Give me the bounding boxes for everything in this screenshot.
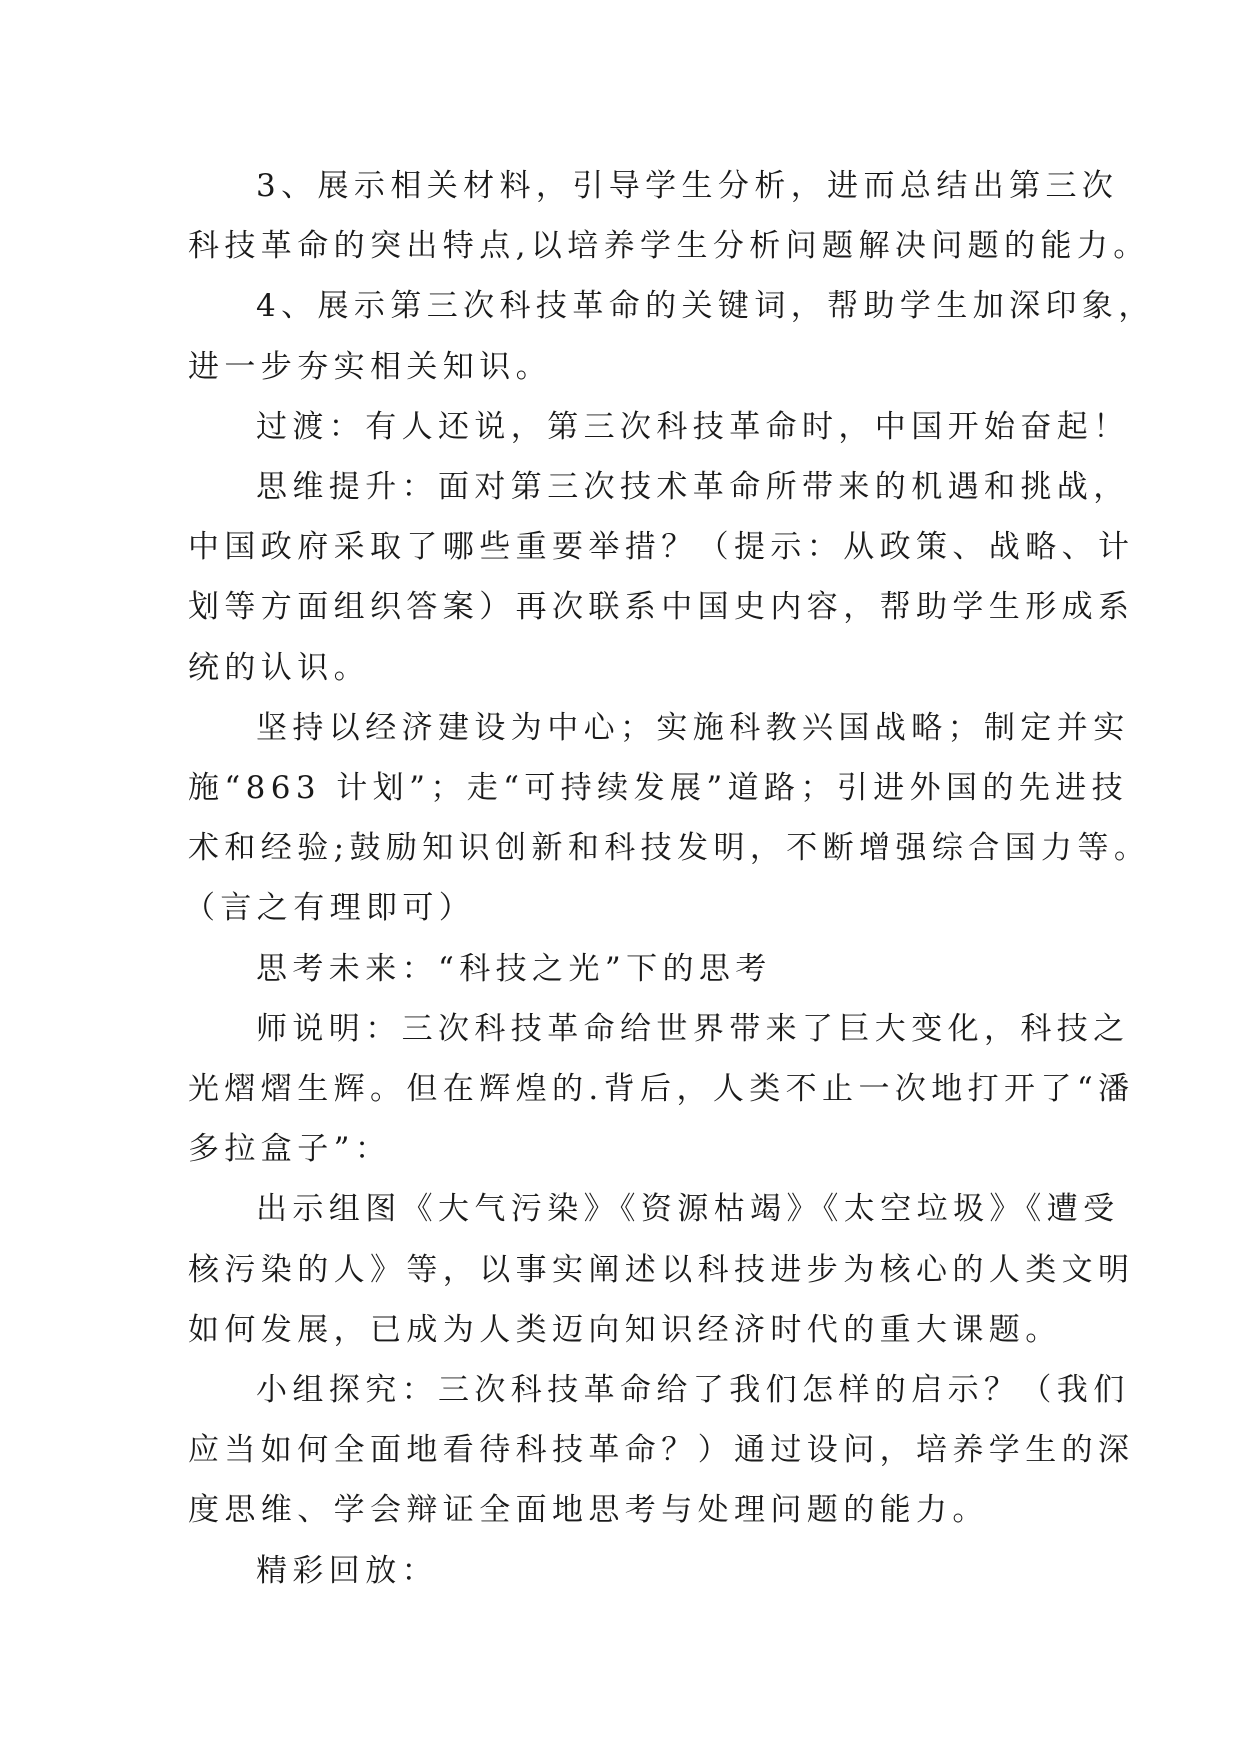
paragraph-line: 多拉盒子”：: [188, 1131, 392, 1167]
paragraph-line: 统的认识。: [188, 650, 370, 686]
paragraph-line: 划等方面组织答案）再次联系中国史内容，帮助学生形成系: [188, 589, 1135, 625]
paragraph-line: 施“863 计划”；走“可持续发展”道路；引进外国的先进技: [188, 770, 1129, 806]
paragraph-line: 小组探究：三次科技革命给了我们怎样的启示？（我们: [256, 1372, 1130, 1408]
paragraph-line: 思考未来：“科技之光”下的思考: [256, 951, 772, 987]
paragraph-line: 核污染的人》等，以事实阐述以科技进步为核心的人类文明: [188, 1252, 1135, 1288]
paragraph-line: 师说明：三次科技革命给世界带来了巨大变化，科技之: [256, 1011, 1130, 1047]
paragraph-line: 应当如何全面地看待科技革命？）通过设问，培养学生的深: [188, 1432, 1135, 1468]
paragraph-line: 坚持以经济建设为中心；实施科教兴国战略；制定并实: [256, 710, 1130, 746]
paragraph-line: 过渡：有人还说，第三次科技革命时，中国开始奋起！: [256, 409, 1130, 445]
paragraph-line: 精彩回放：: [256, 1553, 438, 1589]
paragraph-line: 4、展示第三次科技革命的关键词，帮助学生加深印象，: [256, 288, 1155, 324]
paragraph-line: 科技革命的突出特点,以培养学生分析问题解决问题的能力。: [188, 228, 1150, 264]
paragraph-line: 出示组图《大气污染》《资源枯竭》《太空垃圾》《遭受: [256, 1191, 1120, 1227]
paragraph-line: 3、展示相关材料，引导学生分析，进而总结出第三次: [256, 168, 1119, 204]
paragraph-line: 度思维、学会辩证全面地思考与处理问题的能力。: [188, 1492, 989, 1528]
paragraph-line: （言之有理即可）: [184, 890, 476, 926]
paragraph-line: 术和经验;鼓励知识创新和科技发明，不断增强综合国力等。: [188, 830, 1151, 866]
paragraph-line: 中国政府采取了哪些重要举措？（提示：从政策、战略、计: [188, 529, 1135, 565]
paragraph-line: 思维提升：面对第三次技术革命所带来的机遇和挑战，: [256, 469, 1130, 505]
paragraph-line: 光熠熠生辉。但在辉煌的.背后，人类不止一次地打开了“潘: [188, 1071, 1135, 1107]
paragraph-line: 如何发展，已成为人类迈向知识经济时代的重大课题。: [188, 1312, 1062, 1348]
paragraph-line: 进一步夯实相关知识。: [188, 349, 552, 385]
